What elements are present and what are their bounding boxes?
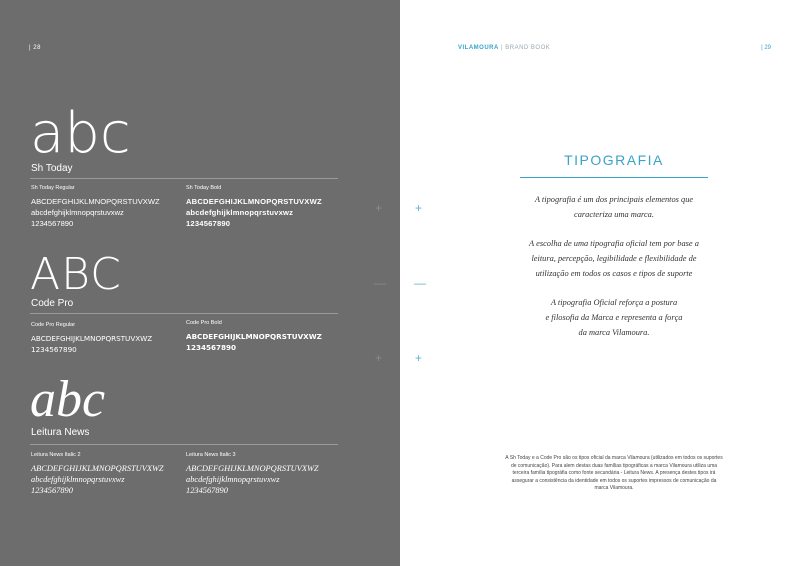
leitura-italic3-label: Leitura News Italic 3	[186, 452, 236, 458]
right-page-number: | 29	[761, 45, 771, 51]
sh-today-regular-digits: 1234567890	[31, 219, 74, 228]
choice-paragraph	[490, 236, 738, 281]
leitura-news-sample: abc	[30, 371, 106, 428]
leitura-italic3-upper: ABCDEFGHIJKLMNOPQRSTUVXWZ	[186, 464, 319, 473]
divider	[30, 178, 338, 179]
left-page-number: | 28	[29, 45, 41, 51]
paragraph-line: utilização em todos os casos e tipos de suporte	[535, 269, 693, 278]
code-pro-regular-digits: 1234567890	[31, 345, 77, 354]
leitura-italic3-lower: abcdefghijklmnopqrstuvxwz	[186, 475, 280, 484]
plus-mark-icon: +	[415, 351, 423, 365]
divider	[30, 313, 338, 314]
code-pro-sample: ABC	[30, 249, 122, 300]
plus-mark-icon: +	[415, 201, 423, 215]
leitura-news-name: Leitura News	[31, 427, 90, 438]
header-brand: VILAMOURA	[458, 45, 499, 51]
footnote-text: A Sh Today e a Code Pro são os tipos oficial da marca Vilamoura (utilizados em todos os suportes de comunicação). Para alem destas duas famílias tipográficas a marca Vilamoura utiliza uma terceira família tipográfia como fonte secundária - Leitura News. A presença destes tipos irá assegurar a consistência da identidade em todos os suportes impressos de comunicação da marca Vilamoura.	[505, 455, 723, 492]
code-pro-bold-label: Code Pro Bold	[186, 320, 222, 326]
code-pro-regular-label: Code Pro Regular	[31, 322, 76, 328]
sh-today-bold-label: Sh Today Bold	[186, 185, 222, 191]
intro-paragraph	[490, 192, 738, 222]
paragraph-line: da marca Vilamoura.	[578, 328, 650, 337]
paragraph-line: leitura, percepção, legibilidade e flexibilidade de	[531, 254, 697, 263]
leitura-italic2-label: Leitura News Italic 2	[31, 452, 81, 458]
paragraph-line: e filosofia da Marca e representa a força	[545, 313, 683, 322]
paragraph-line: A tipografia é um dos principais elementos que	[534, 195, 694, 204]
page-title: TIPOGRAFIA	[564, 152, 664, 168]
code-pro-regular-upper: ABCDEFGHIJKLMNOPQRSTUVXWZ	[31, 334, 153, 343]
title-underline	[520, 177, 708, 178]
official-paragraph	[490, 295, 738, 340]
code-pro-bold-upper: ABCDEFGHIJKLMNOPQRSTUVXWZ	[186, 332, 322, 341]
leitura-italic2-digits: 1234567890	[31, 486, 73, 495]
right-page-header	[458, 45, 550, 51]
sh-today-bold-upper: ABCDEFGHIJKLMNOPQRSTUVXWZ	[186, 197, 322, 206]
leitura-italic2-upper: ABCDEFGHIJKLMNOPQRSTUVXWZ	[31, 464, 164, 473]
code-pro-bold-digits: 1234567890	[186, 343, 237, 352]
paragraph-line: caracteriza uma marca.	[574, 210, 654, 219]
sh-today-regular-lower: abcdefghijklmnopqrstuvxwz	[31, 208, 124, 217]
header-book: BRAND BOOK	[505, 45, 551, 51]
sh-today-bold-lower: abcdefghijklmnopqrstuvxwz	[186, 208, 294, 217]
leitura-italic3-digits: 1234567890	[186, 486, 228, 495]
sh-today-name: Sh Today	[31, 163, 73, 174]
sh-today-regular-upper: ABCDEFGHIJKLMNOPQRSTUVXWZ	[31, 197, 160, 206]
plus-mark-icon: +	[375, 351, 383, 365]
dash-mark-icon: —	[414, 276, 426, 290]
sh-today-sample: abc	[30, 101, 131, 166]
leitura-italic2-lower: abcdefghijklmnopqrstuvxwz	[31, 475, 125, 484]
paragraph-line: A tipografia Oficial reforça a postura	[550, 298, 678, 307]
sh-today-bold-digits: 1234567890	[186, 219, 231, 228]
code-pro-name: Code Pro	[31, 298, 74, 309]
plus-mark-icon: +	[375, 201, 383, 215]
divider	[30, 444, 338, 445]
dash-mark-icon: —	[374, 276, 386, 290]
sh-today-regular-label: Sh Today Regular	[31, 185, 75, 191]
header-separator: |	[501, 45, 504, 51]
paragraph-line: A escolha de uma tipografia oficial tem por base a	[529, 239, 699, 248]
